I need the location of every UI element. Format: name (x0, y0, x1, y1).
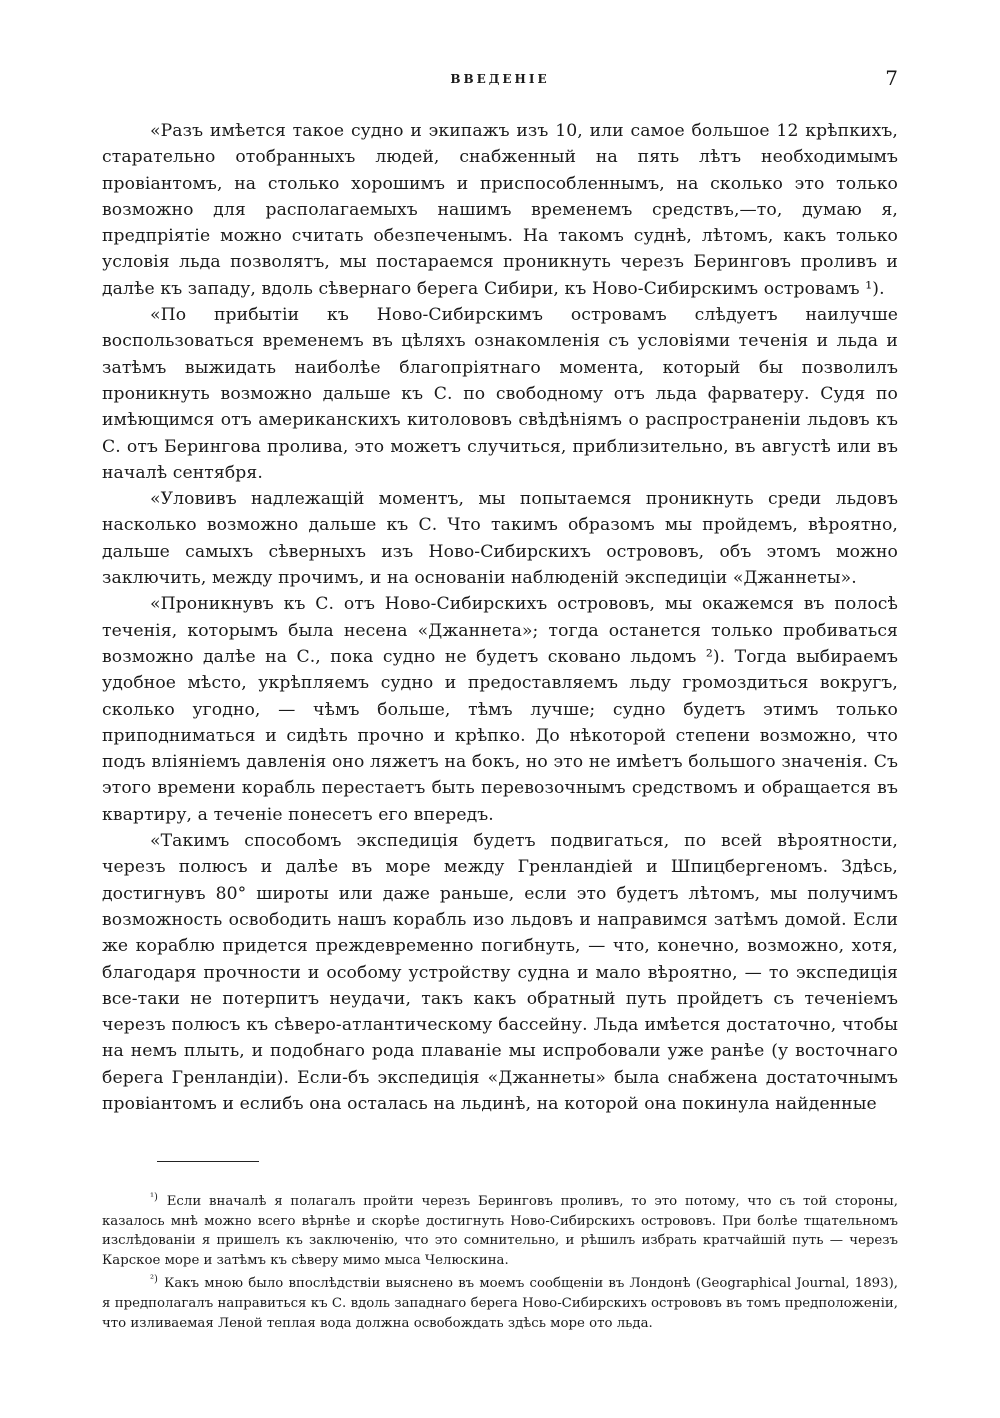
footnotes (102, 1188, 898, 1333)
footnote-marker: ¹) (150, 1192, 158, 1203)
paragraph: «По прибытіи къ Ново-Сибирскимъ островамъ слѣдуетъ наилучше воспользоваться временемъ въ цѣляхъ ознакомленія съ условіями теченія и льда и затѣмъ выжидать наиболѣе благопріятнаго момента, который бы позволилъ проникнуть возможно дальше къ С. по свободному отъ льда фарватеру. Судя по имѣющимся отъ американскихъ китолововъ свѣдѣніямъ о распространеніи льдовъ къ С. отъ Берингова пролива, это можетъ случиться, приблизительно, въ августѣ или въ началѣ сентября. (102, 305, 898, 483)
footnote-text: Какъ мною было впослѣдствіи выяснено въ моемъ сообщеніи въ Лондонѣ (Geographical Journal, 1893), я предполагалъ направиться къ С. вдоль западнаго берега Ново-Сибирскихъ острововъ въ томъ предположеніи, что изливаемая Леной теплая вода должна освобождать здѣсь море ото льда. (102, 1276, 898, 1331)
paragraph: «Разъ имѣется такое судно и экипажъ изъ 10, или самое большое 12 крѣпкихъ, старательно отобранныхъ людей, снабженный на пять лѣтъ необходимымъ провіантомъ, на столько хорошимъ и приспособленнымъ, на сколько это только возможно для располагаемыхъ нашимъ временемъ средствъ,—то, думаю я, предпріятіе можно считать обезпеченымъ. На такомъ суднѣ, лѣтомъ, какъ только условія льда позволятъ, мы постараемся проникнуть черезъ Беринговъ проливъ и далѣе къ западу, вдоль сѣвернаго берега Сибири, къ Ново-Сибирскимъ островамъ ¹). (102, 121, 898, 299)
footnote (102, 1188, 898, 1270)
footnote-separator (157, 1161, 259, 1162)
footnote-marker: ²) (150, 1274, 158, 1286)
running-title: ВВЕДЕНІЕ (450, 72, 550, 86)
paragraph: «Проникнувъ къ С. отъ Ново-Сибирскихъ острововъ, мы окажемся въ полосѣ теченія, которымъ была несена «Джаннета»; тогда останется только пробиваться возможно далѣе на С., пока судно не будетъ сковано льдомъ ²). Тогда выбираемъ удобное мѣсто, укрѣпляемъ судно и предоставляемъ льду громоздиться вокругъ, сколько угодно, — чѣмъ больше, тѣмъ лучше; судно будетъ этимъ только приподниматься и сидѣть прочно и крѣпко. До нѣкоторой степени возможно, что подъ вліяніемъ давленія оно ляжетъ на бокъ, но это не имѣетъ большого значенія. Съ этого времени корабль перестаетъ быть перевозочнымъ средствомъ и обращается въ квартиру, а теченіе понесетъ его впередъ. (102, 594, 898, 825)
footnote (102, 1270, 898, 1333)
paragraph: «Уловивъ надлежащій моментъ, мы попытаемся проникнуть среди льдовъ насколько возможно дальше къ С. Что такимъ образомъ мы пройдемъ, вѣроятно, дальше самыхъ сѣверныхъ изъ Ново-Сибирскихъ острововъ, объ этомъ можно заключить, между прочимъ, и на основаніи наблюденій экспедиціи «Джаннеты». (102, 489, 898, 589)
footnote-text: Если вначалѣ я полагалъ пройти черезъ Беринговъ проливъ, то это потому, что съ той стороны, казалось мнѣ можно всего вѣрнѣе и скорѣе достигнуть Ново-Сибирскихъ острововъ. При болѣе тщательномъ изслѣдованіи я пришелъ къ заключенію, что это сомнительно, и рѣшилъ избрать кратчайшій путь — черезъ Карское море и затѣмъ къ сѣверу мимо мыса Челюскина. (102, 1194, 898, 1268)
page-number: 7 (885, 66, 898, 90)
paragraph: «Такимъ способомъ экспедиція будетъ подвигаться, по всей вѣроятности, черезъ полюсъ и далѣе въ море между Гренландіей и Шпицбергеномъ. Здѣсь, достигнувъ 80° широты или даже раньше, если это будетъ лѣтомъ, мы получимъ возможность освободить нашъ корабль изо льдовъ и направимся затѣмъ домой. Если же кораблю придется преждевременно погибнуть, — что, конечно, возможно, хотя, благодаря прочности и особому устройству судна и мало вѣроятно, — то экспедиція все-таки не потерпитъ неудачи, такъ какъ обратный путь пройдетъ съ теченіемъ черезъ полюсъ къ сѣверо-атлантическому бассейну. Льда имѣется достаточно, чтобы на немъ плыть, и подобнаго рода плаваніе мы испробовали уже ранѣе (у восточнаго берега Гренландіи). Если-бъ экспедиція «Джаннеты» была снабжена достаточнымъ провіантомъ и еслибъ она осталась на льдинѣ, на которой она покинула найденные (102, 831, 898, 1114)
running-head (102, 66, 898, 96)
main-text (102, 118, 898, 1117)
